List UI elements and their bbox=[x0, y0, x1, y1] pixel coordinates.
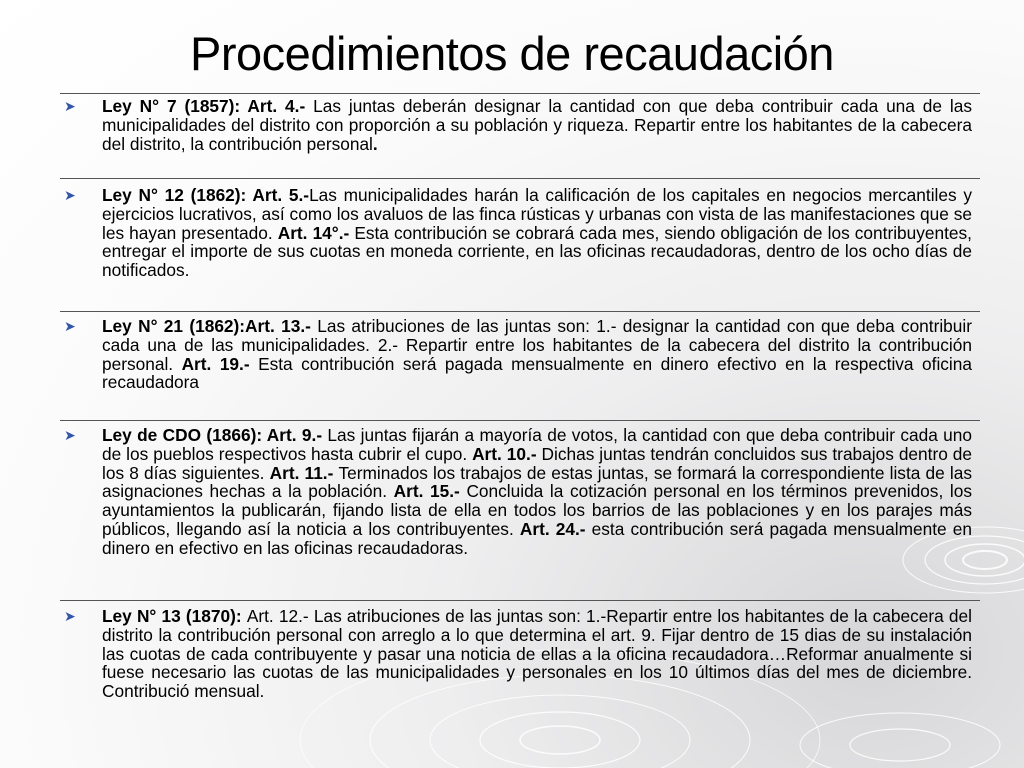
law-text: Art. 12.- Las atribuciones de las juntas son: 1.-Repartir entre los habitantes de la cabecera del distrito la contribución personal con arreglo a lo que determina el art. 9. Fijar dentro de 15 dias de su instalación las cuotas de cada contribuyente y pasar una noticia de ellas a la oficina recaudadora…Reformar anualmente si fuese necesario las cuotas de las municipalidades y personales en los 10 últimos días del mes de diciembre. Contribució mensual. bbox=[102, 606, 972, 702]
arrow-bullet-icon: ➤ bbox=[64, 427, 76, 443]
law-item-text bbox=[102, 316, 972, 392]
arrow-bullet-icon: ➤ bbox=[64, 187, 76, 203]
law-text: Las juntas fijarán a mayoría de votos, la cantidad con que deba contribuir cada uno de los pueblos respectivos hasta cubrir el cupo. bbox=[102, 425, 972, 464]
arrow-bullet-icon: ➤ bbox=[64, 608, 76, 624]
law-text: Las atribuciones de las juntas son: 1.- designar la cantidad con que deba contribuir cada una de las municipalidades. 2.- Repartir entre los habitantes de la cabecera del distrito la contribución personal. bbox=[102, 316, 972, 374]
arrow-bullet-icon: ➤ bbox=[64, 98, 76, 114]
law-reference: Art. 24.- bbox=[519, 518, 592, 539]
law-reference: Art. 11.- bbox=[269, 462, 339, 483]
arrow-bullet-icon: ➤ bbox=[64, 318, 76, 334]
law-item-text bbox=[102, 425, 972, 558]
law-text: Esta contribución será pagada mensualmente en dinero efectivo en la respectiva oficina recaudadora bbox=[102, 353, 972, 393]
law-reference: Ley N° 21 (1862):Art. 13.- bbox=[102, 316, 318, 336]
law-reference: Art. 10.- bbox=[472, 443, 542, 464]
law-item-text bbox=[102, 96, 972, 154]
law-item bbox=[60, 178, 980, 311]
law-item bbox=[60, 93, 980, 178]
law-reference: Ley N° 7 (1857): Art. 4.- bbox=[102, 96, 314, 116]
law-reference: Ley N° 12 (1862): Art. 5.- bbox=[102, 185, 310, 205]
law-reference: Ley de CDO (1866): Art. 9.- bbox=[102, 425, 328, 445]
law-text: Esta contribución se cobrará cada mes, siendo obligación de los contribuyentes, entregar el importe de sus cuotas en moneda corriente, en las oficinas recaudadoras, dentro de los ocho días de notificados. bbox=[102, 222, 972, 281]
law-item bbox=[60, 600, 980, 717]
law-text: Terminados los trabajos de estas juntas, se formará la correspondiente lista de las asignaciones hechas a la población. bbox=[102, 462, 972, 502]
law-text: Las juntas deberán designar la cantidad con que deba contribuir cada una de las municipalidades del distrito con proporción a su población y riqueza. Repartir entre los habitantes de la cabecera del distrito, la contribución personal bbox=[102, 96, 972, 154]
slide-title: Procedimientos de recaudación bbox=[190, 27, 834, 80]
law-text: esta contribución será pagada mensualmente en dinero en efectivo en las oficinas recaudadoras. bbox=[102, 518, 972, 558]
law-list bbox=[60, 93, 980, 717]
law-item bbox=[60, 311, 980, 420]
law-text: Las municipalidades harán la calificación de los capitales en negocios mercantiles y ejercicios lucrativos, así como los avaluos de las finca rústicas y urbanas con vista de las manifestaciones que se les hayan presentado. bbox=[102, 185, 972, 243]
law-reference: Art. 15.- bbox=[393, 481, 467, 502]
law-reference: Art. 19.- bbox=[181, 353, 259, 374]
law-text: Dichas juntas tendrán concluidos sus trabajos dentro de los 8 días siguientes. bbox=[102, 443, 972, 483]
law-text: Concluida la cotización personal en los términos prevenidos, los ayuntamientos la publicarán, fijando lista de ella en todos los barrios de las poblaciones y en los parajes más públicos, llegando así la noticia a los contribuyentes. bbox=[102, 481, 972, 539]
law-reference: . bbox=[372, 133, 378, 154]
law-reference: Ley N° 13 (1870): bbox=[102, 606, 247, 626]
law-item-text bbox=[102, 185, 972, 280]
law-item-text bbox=[102, 606, 972, 701]
law-reference: Art. 14°.- bbox=[277, 222, 355, 243]
law-item bbox=[60, 420, 980, 600]
